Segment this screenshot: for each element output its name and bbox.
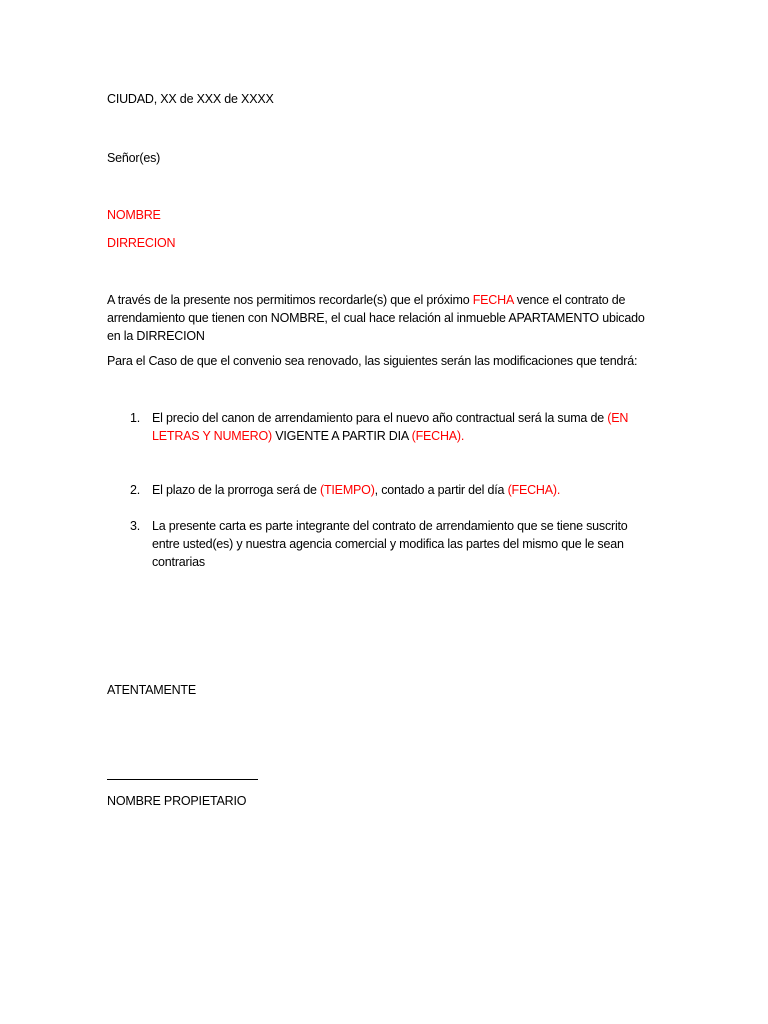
salutation: Señor(es) <box>107 151 161 165</box>
item-text: VIGENTE A PARTIR DIA <box>271 429 412 443</box>
item-text: El plazo de la prorroga será de <box>152 483 321 497</box>
intro-text-end: vence el contrato de arrendamiento que tienen con NOMBRE, el cual hace relación al inmueble APARTAMENTO ubicado en la DIRRECION <box>107 293 645 343</box>
list-item-number: 1. <box>130 411 141 425</box>
item-text: El precio del canon de arrendamiento para el nuevo año contractual será la suma de <box>152 411 608 425</box>
recipient-name: NOMBRE <box>107 208 161 222</box>
intro-paragraph <box>107 291 652 345</box>
intro-date-placeholder: FECHA <box>472 293 514 307</box>
closing: ATENTAMENTE <box>107 683 197 697</box>
time-placeholder: (TIEMPO) <box>320 483 375 497</box>
list-item-text <box>152 409 655 445</box>
signature-name: NOMBRE PROPIETARIO <box>107 794 247 808</box>
recipient-address: DIRRECION <box>107 236 176 250</box>
intro-text-start: A través de la presente nos permitimos recordarle(s) que el próximo <box>107 293 473 307</box>
place-date: CIUDAD, XX de XXX de XXXX <box>107 92 274 106</box>
signature-line <box>107 779 258 780</box>
date-placeholder: (FECHA). <box>507 483 561 497</box>
list-item <box>130 409 655 445</box>
list-item <box>130 517 655 571</box>
amount-placeholder: (EN LETRAS Y NUMERO) <box>152 411 629 443</box>
list-item <box>130 481 655 499</box>
item-text: , contado a partir del día <box>374 483 508 497</box>
list-item-text: La presente carta es parte integrante del contrato de arrendamiento que se tiene suscrito entre usted(es) y nuestra agencia comercial y modifica las partes del mismo que le sean contrarias <box>152 519 628 569</box>
list-item-number: 2. <box>130 483 141 497</box>
list-item-text <box>152 481 655 499</box>
renewal-intro: Para el Caso de que el convenio sea renovado, las siguientes serán las modificaciones que tendrá: <box>107 354 638 368</box>
list-item-number: 3. <box>130 519 141 533</box>
date-placeholder: (FECHA). <box>411 429 465 443</box>
